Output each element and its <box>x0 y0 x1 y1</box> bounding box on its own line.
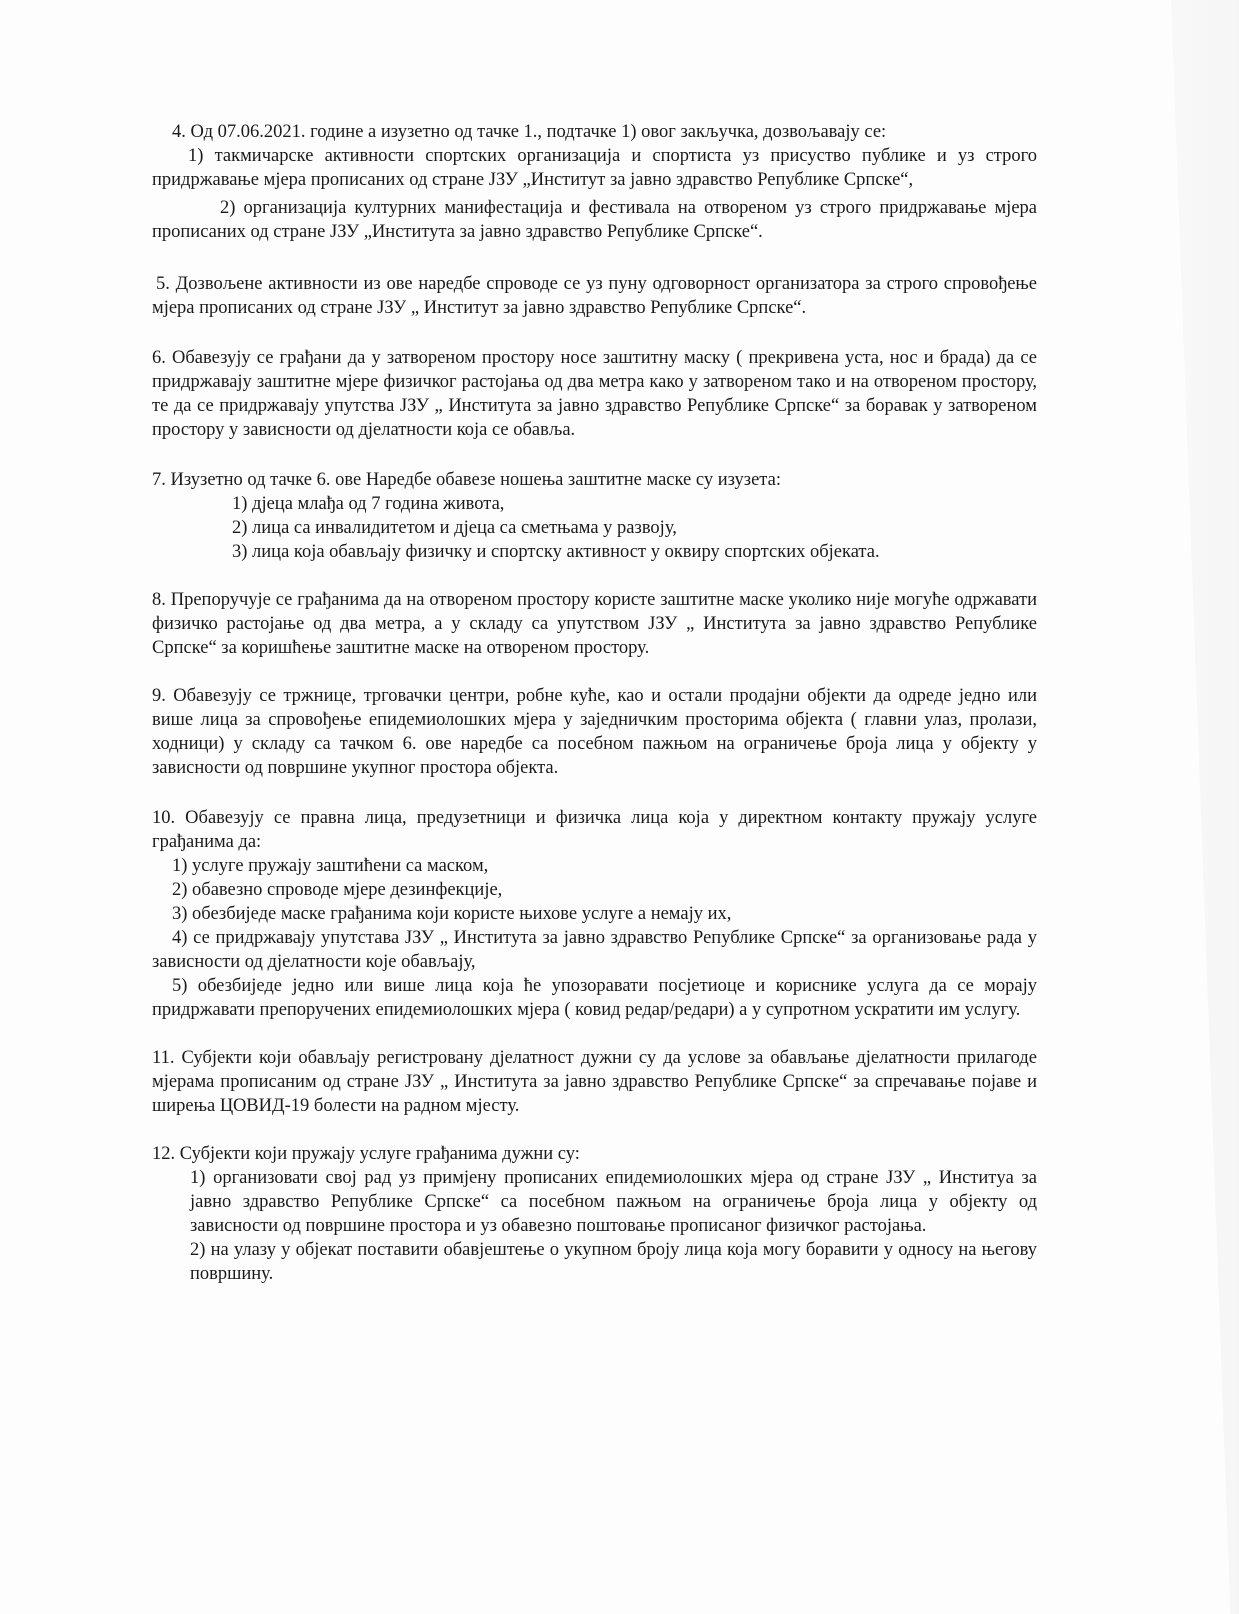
section-10-item-2: 2) обавезно спроводе мјере дезинфекције, <box>172 880 503 900</box>
section-12-item-1: 1) организовати свој рад уз примјену прописаних епидемиолошких мјера од стране ЈЗУ „ Инститyа за јавно здравство Републике Српске“ са посебном пажњом на ограничење броја лица у објекту од зависности од површине простора и уз обавезно поштовање прописаног физичког растојања. <box>190 1168 1037 1236</box>
section-10-lead: 10. Обавезују се правна лица, предузетници и физичка лица која у директном контакту пружају услуге грађанима да: <box>152 808 1037 852</box>
section-7-item-1: 1) дјеца млађа од 7 година живота, <box>232 494 505 514</box>
section-7 <box>152 468 1037 564</box>
section-4-lead: 4. Од 07.06.2021. године а изузетно од тачке 1., подтачке 1) овог закључка, дозвољавају се: <box>172 122 887 142</box>
section-8-text: 8. Препоручује се грађанима да на отвореном простору користе заштитне маске уколико није могуће одржавати физичко растојање од два метра, а у складу са упутством ЈЗУ „ Института за јавно здравство Републике Српске“ за коришћење заштитне маске на отвореном простору. <box>152 590 1037 658</box>
section-7-item-2: 2) лица са инвалидитетом и дјеца са сметњама у развоју, <box>232 518 677 538</box>
section-9-text: 9. Обавезују се тржнице, трговачки центри, робне куће, као и остали продајни објекти да одреде једно или више лица за спровођење епидемиолошких мјера у заједничким просторима објекта ( главни улаз, пролази, ходници) у складу са тачком 6. ове наредбе са посебном пажњом на ограничење броја лица у објекту у зависности од површине укупног простора објекта. <box>152 686 1037 778</box>
section-12 <box>152 1142 1037 1286</box>
section-12-lead: 12. Субјекти који пружају услуге грађанима дужни су: <box>152 1144 580 1164</box>
section-10-item-3: 3) обезбиједе маске грађанима који користе њихове услуге а немају их, <box>172 904 732 924</box>
section-4 <box>152 120 1037 244</box>
section-5 <box>152 272 1037 320</box>
section-11 <box>152 1046 1037 1118</box>
section-4-item-2: 2) организација културних манифестација и фестивала на отвореном уз строго придржавање мјера прописаних од стране ЈЗУ „Института за јавно здравство Републике Српске“. <box>152 198 1037 242</box>
section-12-item-2: 2) на улазу у објекат поставити обавјештење о укупном броју лица која могу боравити у односу на његову површину. <box>190 1240 1037 1284</box>
section-7-lead: 7. Изузетно од тачке 6. ове Наредбе обавезе ношења заштитне маске су изузета: <box>152 470 781 490</box>
scan-edge <box>1069 0 1239 1614</box>
section-5-text: 5. Дозвољене активности из ове наредбе спроводе се уз пуну одговорност организатора за строго спровођење мјера прописаних од стране ЈЗУ „ Институт за јавно здравство Републике Српске“. <box>152 274 1037 318</box>
section-9 <box>152 684 1037 780</box>
section-10-item-5: 5) обезбиједе једно или више лица која ће упозоравати посјетиоце и кориснике услуга да се морају придржавати препоручених епидемиолошких мјера ( ковид редар/редари) а у супротном ускратити им услугу. <box>152 976 1037 1020</box>
section-4-item-1: 1) такмичарске активности спортских организација и спортиста уз присуство публике и уз строго придржавање мјера прописаних од стране ЈЗУ „Институт за јавно здравство Републике Српске“, <box>152 146 1037 190</box>
section-6 <box>152 346 1037 442</box>
section-6-text: 6. Обавезују се грађани да у затвореном простору носе заштитну маску ( прекривена уста, нос и брада) да се придржавају заштитне мјере физичког растојања од два метра како у затвореном тако и на отвореном простору, те да се придржавају упутства ЈЗУ „ Института за јавно здравство Републике Српске“ за боравак у затвореном простору у зависности од дјелатности која се обавља. <box>152 348 1037 440</box>
document-body <box>152 120 1037 1308</box>
section-10-item-1: 1) услуге пружају заштићени са маском, <box>172 856 489 876</box>
section-7-item-3: 3) лица која обављају физичку и спортску активност у оквиру спортских објеката. <box>232 542 880 562</box>
section-10-item-4: 4) се придржавају упутстава ЈЗУ „ Института за јавно здравство Републике Српске“ за организовање рада у зависности од дјелатности које обављају, <box>152 928 1037 972</box>
section-11-text: 11. Субјекти који обављају регистровану дјелатност дужни су да услове за обављање дјелатности прилагоде мјерама прописаним од стране ЈЗУ „ Института за јавно здравство Републике Српске“ за спречавање појаве и ширења ЦОВИД-19 болести на радном мјесту. <box>152 1048 1037 1116</box>
section-8 <box>152 588 1037 660</box>
section-10 <box>152 806 1037 1022</box>
